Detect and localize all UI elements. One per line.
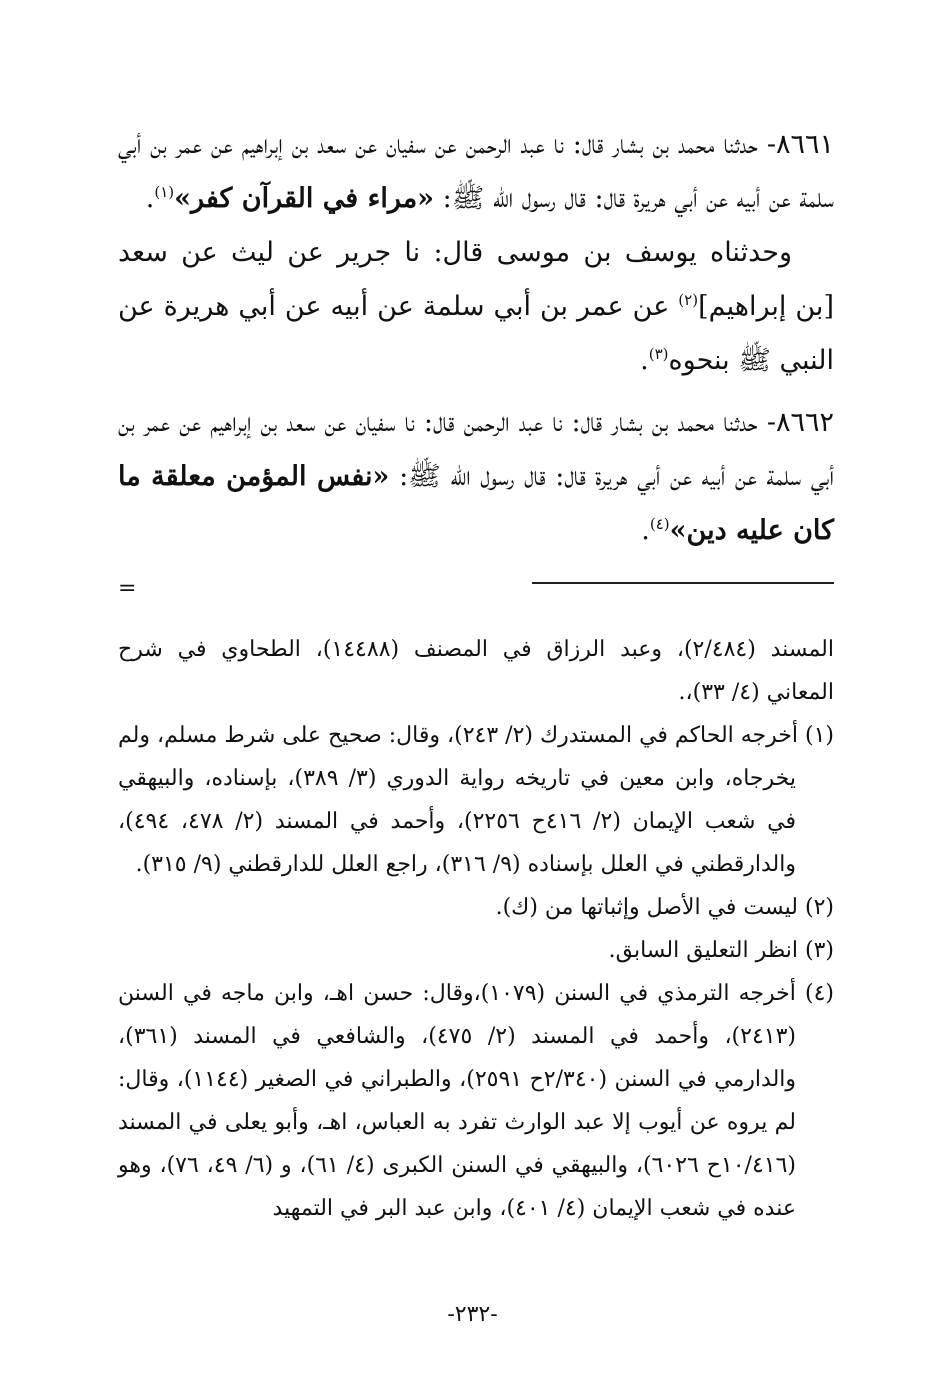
hadith-8661 [118, 118, 834, 226]
hadith-8662 [118, 396, 834, 558]
footnote-ref: (٢) [678, 291, 699, 309]
footnote-separator [118, 558, 834, 628]
footnote-4: (٤) أخرجه الترمذي في السنن (١٠٧٩)،وقال: حسن اهـ، وابن ماجه في السنن (٢٤١٣)، وأحمد في المسند (٢/ ٤٧٥)، والشافعي في المسند (٣٦١)، والدارمي في السنن (٢/٣٤٠ح ٢٥٩١)، والطبراني في الصغير (١١٤٤)، وقال: لم يروه عن أيوب إلا عبد الوارث تفرد به العباس، اهـ، وأبو يعلى في المسند (١٠/٤١٦ح ٦٠٢٦)، والبيهقي في السنن الكبرى (٤/ ٦١)، و (٦/ ٤٩، ٧٦)، وهو عنده في شعب الإيمان (٤/ ٤٠١)، وابن عبد البر في التمهيد [118, 981, 834, 1221]
footnote-ref: (١) [154, 183, 175, 201]
book-page [118, 118, 834, 1358]
separator-line [532, 582, 834, 584]
hadith-quote: «مراء في القرآن كفر» [174, 183, 435, 214]
punctuation: . [145, 183, 155, 214]
punctuation: . [640, 345, 649, 376]
hadith-quote: «نفس المؤمن معلقة ما كان عليه دين» [118, 461, 834, 546]
hadith-text: ٨٦٦١- حدثنا محمد بن بشار قال: نا عبد الرحمن عن سفيان عن سعد بن إبراهيم عن عمر بن أبي سلمة عن أبيه عن أبي هريرة قال: قال رسول الله ﷺ: [118, 129, 834, 214]
footnote-3: (٣) انظر التعليق السابق. [608, 938, 834, 963]
footnote-2: (٢) ليست في الأصل وإثباتها من (ك). [495, 895, 834, 920]
hadith-text: ٨٦٦٢- حدثنا محمد بن بشار قال: نا عبد الرحمن قال: نا سفيان عن سعد بن إبراهيم عن عمر بن أبي سلمة عن أبيه عن أبي هريرة قال: قال رسول الله ﷺ: [118, 407, 834, 492]
footnote-1: (١) أخرجه الحاكم في المستدرك (٢/ ٢٤٣)، وقال: صحيح على شرط مسلم، ولم يخرجاه، وابن معين في تاريخه رواية الدوري (٣/ ٣٨٩)، بإسناده، والبيهقي في شعب الإيمان (٢/ ٤١٦ح ٢٢٥٦)، وأحمد في المسند (٢/ ٤٧٨، ٤٩٤)، والدارقطني في العلل بإسناده (٩/ ٣١٦)، راجع العلل للدارقطني (٩/ ٣١٥). [118, 723, 835, 877]
footnotes [118, 628, 834, 1230]
punctuation: . [641, 515, 650, 546]
continuation-mark: = [118, 576, 137, 601]
main-text [118, 118, 834, 558]
hadith-text: وحدثناه يوسف بن موسى قال: نا جرير عن ليث عن سعد [بن إبراهيم] [118, 237, 834, 322]
page-number: -٢٣٢- [447, 1302, 498, 1327]
hadith-8661-chain [118, 226, 834, 388]
footnote-ref: (٤) [649, 515, 670, 533]
hadith-text: عن عمر بن أبي سلمة عن أبيه عن أبي هريرة عن النبي ﷺ بنحوه [118, 291, 834, 376]
footnote-ref: (٣) [648, 345, 669, 363]
footnote-continuation: المسند (٢/٤٨٤)، وعبد الرزاق في المصنف (١٤٤٨٨)، الطحاوي في شرح المعاني (٤/ ٣٣)،. [118, 637, 834, 705]
